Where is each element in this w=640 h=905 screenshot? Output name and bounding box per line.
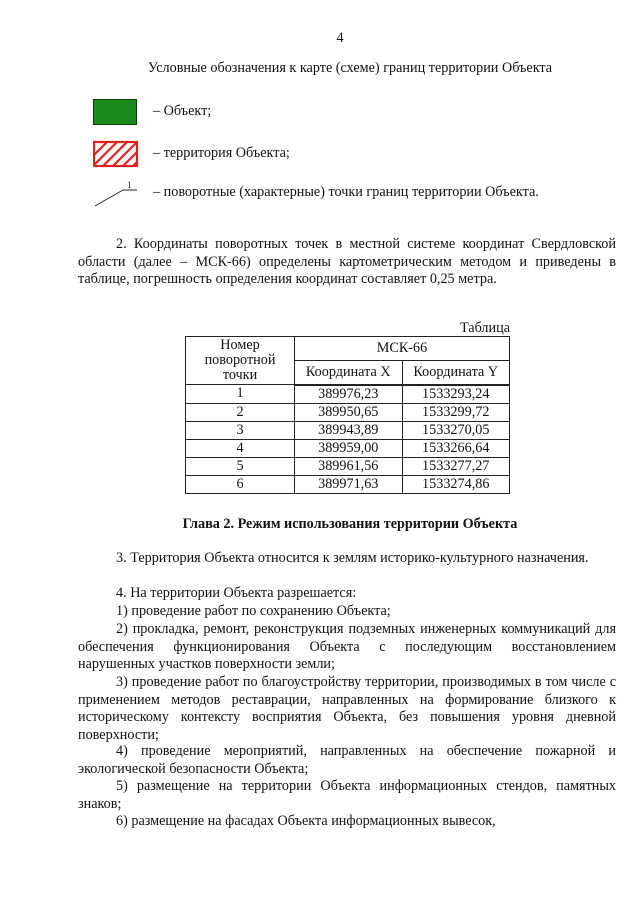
- table-row: [186, 475, 510, 493]
- table-row: [186, 421, 510, 439]
- cell-x: 389950,65: [295, 403, 403, 421]
- paragraph-4: 4. На территории Объекта разрешается:: [116, 585, 357, 601]
- table-row: [186, 439, 510, 457]
- cell-point: 3: [186, 421, 295, 439]
- point-marker-label: 1: [127, 180, 132, 190]
- list-item-1: 1) проведение работ по сохранению Объекта;: [116, 603, 391, 619]
- cell-x: 389943,89: [295, 421, 403, 439]
- legend-text-object: – Объект;: [153, 103, 212, 120]
- cell-x: 389976,23: [295, 385, 403, 404]
- cell-point: 5: [186, 457, 295, 475]
- green-square-icon: [93, 99, 137, 125]
- section-2-text: 2. Координаты поворотных точек в местной системе координат Свердловской области (далее – МСК-66) определены картометрическим методом и приведены в таблице, погрешность определения координат составляет 0,25 метра.: [78, 236, 616, 288]
- cell-y: 1533270,05: [402, 421, 510, 439]
- cell-x: 389961,56: [295, 457, 403, 475]
- legend-symbol-points: [93, 178, 139, 208]
- cell-point: 1: [186, 385, 295, 404]
- coordinates-table: [185, 336, 510, 494]
- list-item-4: 4) проведение мероприятий, направленных на обеспечение пожарной и экологической безопасности Объекта;: [78, 743, 616, 777]
- cell-y: 1533293,24: [402, 385, 510, 404]
- cell-y: 1533274,86: [402, 475, 510, 493]
- paragraph-3: 3. Территория Объекта относится к землям историко-культурного назначения.: [116, 550, 589, 566]
- cell-y: 1533277,27: [402, 457, 510, 475]
- cell-y: 1533299,72: [402, 403, 510, 421]
- cell-point: 4: [186, 439, 295, 457]
- list-item-6: 6) размещение на фасадах Объекта информационных вывесок,: [116, 813, 496, 829]
- legend-symbol-object: [93, 97, 139, 127]
- table-caption: Таблица: [459, 320, 510, 336]
- legend-item-territory: [93, 137, 290, 171]
- cell-x: 389959,00: [295, 439, 403, 457]
- legend-symbol-territory: [93, 139, 139, 169]
- table-row: [186, 457, 510, 475]
- legend-title: Условные обозначения к карте (схеме) границ территории Объекта: [147, 60, 553, 76]
- cell-point: 6: [186, 475, 295, 493]
- legend-text-points: – поворотные (характерные) точки границ территории Объекта.: [153, 184, 539, 201]
- chapter-2-title: Глава 2. Режим использования территории Объекта: [182, 516, 518, 532]
- legend-item-points: [93, 176, 539, 210]
- list-item-2: 2) прокладка, ремонт, реконструкция подземных инженерных коммуникаций для обеспечения функционирования Объекта с последующим восстановлением нарушенных участков поверхности земли;: [78, 621, 616, 673]
- cell-point: 2: [186, 403, 295, 421]
- legend-item-object: [93, 95, 211, 129]
- header-point-number: Номер поворотной точки: [186, 337, 295, 385]
- list-item-3: 3) проведение работ по благоустройству территории, производимых в том числе с применением методов реставрации, направленных на формирование близкого к историческому контексту восприятия Объекта, без повышения уровня дневной поверхности;: [78, 674, 616, 743]
- header-system: МСК-66: [295, 337, 510, 361]
- legend-text-territory: – территория Объекта;: [153, 145, 290, 162]
- header-coord-y: Координата Y: [402, 360, 510, 384]
- table-row: [186, 385, 510, 404]
- cell-x: 389971,63: [295, 475, 403, 493]
- list-item-5: 5) размещение на территории Объекта информационных стендов, памятных знаков;: [78, 778, 616, 812]
- cell-y: 1533266,64: [402, 439, 510, 457]
- red-hatch-icon: [93, 139, 139, 169]
- page-number: 4: [336, 30, 344, 46]
- table-row: [186, 403, 510, 421]
- turning-point-line-icon: [93, 178, 139, 210]
- header-coord-x: Координата X: [295, 360, 403, 384]
